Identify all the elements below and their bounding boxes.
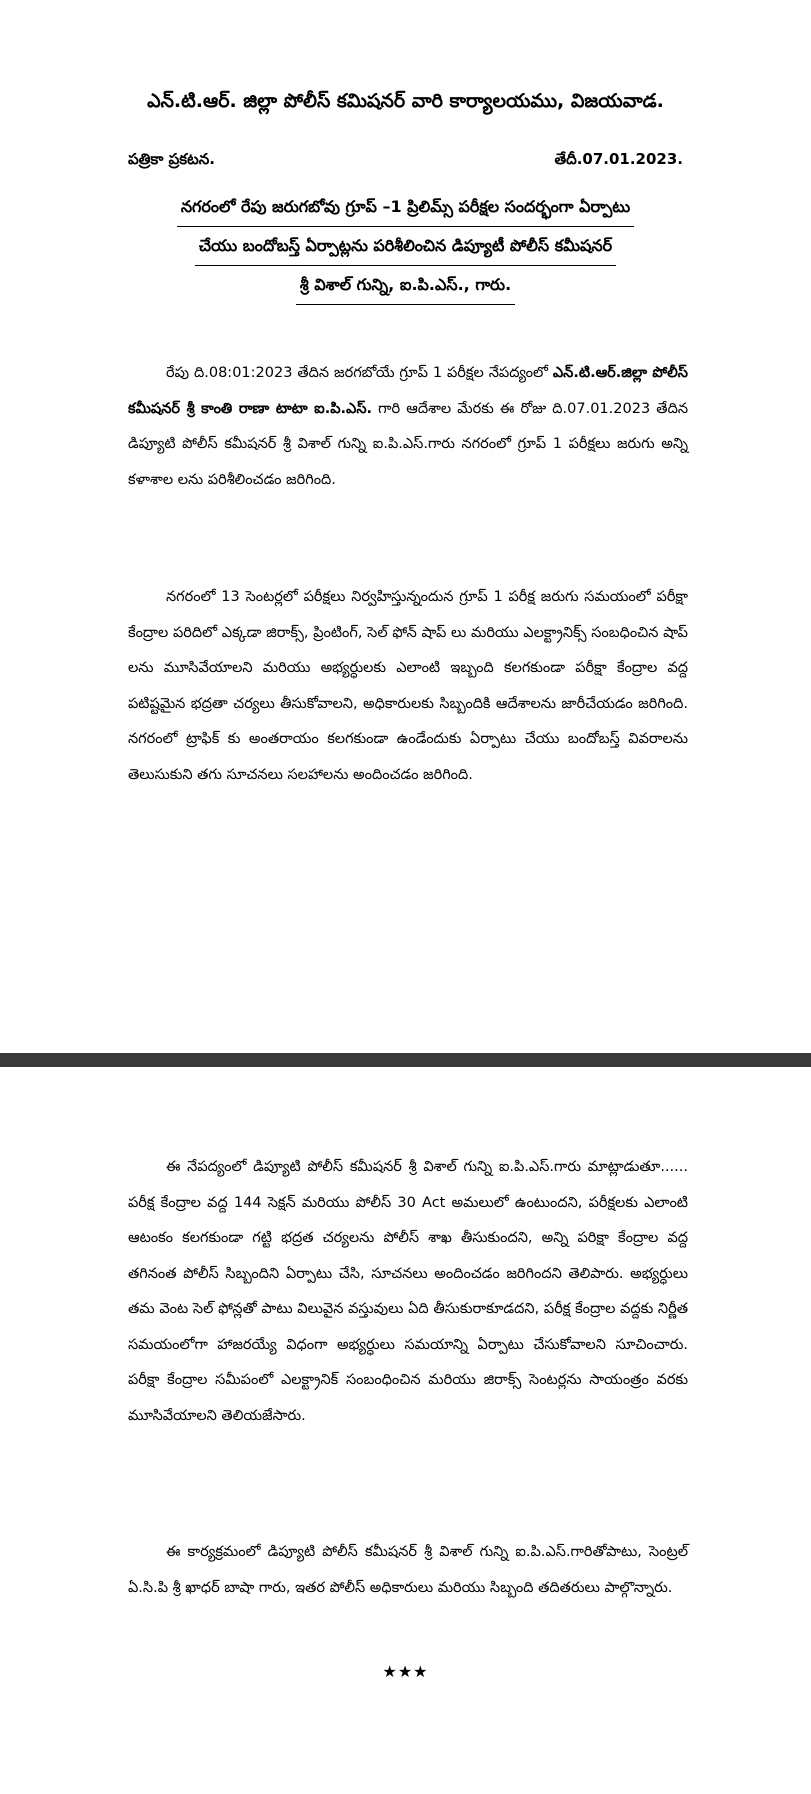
release-date: తేదీ.07.01.2023. bbox=[554, 150, 683, 168]
end-stars: ★★★ bbox=[382, 1662, 429, 1681]
paragraph-4: ఈ కార్యక్రమంలో డిప్యూటి పోలీస్ కమీషనర్ శ్రీ విశాల్ గున్ని ఐ.పి.ఎస్.గారితోపాటు, సెంట్రల్ ఏ.సి.పి శ్రీ ఖాధర్ బాషా గారు, ఇతర పోలీస్ అధికారులు మరియు సిబ్బంది తదితరులు పాల్గొన్నారు. bbox=[128, 1544, 688, 1596]
paragraph-1-end: గారి ఆదేశాల మేరకు ఈ రోజు ది.07.01.2023 తేదిన డిప్యూటి పోలీస్ కమీషనర్ శ్రీ విశాల్ గున్ని ఐ.పి.ఎస్.గారు నగరంలో గ్రూప్ 1 పరీక్షలు జరుగు అన్ని కళాశాల లను పరిశీలించడం జరిగింది. bbox=[128, 400, 688, 488]
subject-line-3: శ్రీ విశాల్ గున్ని, ఐ.పి.ఎస్., గారు. bbox=[296, 274, 515, 305]
paragraph-1 bbox=[128, 356, 688, 498]
commissioner-name: ఎన్.టి.ఆర్.జిల్లా పోలీస్ కమీషనర్ శ్రీ కాంతి రాణా టాటా ఐ.పి.ఎస్. bbox=[128, 365, 688, 417]
subject-block bbox=[0, 196, 811, 313]
press-release-label: పత్రికా ప్రకటన. bbox=[128, 150, 215, 168]
page-separator bbox=[0, 1053, 811, 1067]
subject-line-1: నగరంలో రేపు జరుగబోవు గ్రూప్ –1 ప్రిలిమ్స్ పరీక్షల సందర్భంగా ఏర్పాటు bbox=[177, 196, 634, 227]
office-heading: ఎన్.టి.ఆర్. జిల్లా పోలీస్ కమిషనర్ వారి కార్యాలయము, విజయవాడ. bbox=[147, 90, 664, 112]
paragraph-3: ఈ నేపద్యంలో డిప్యూటి పోలీస్ కమీషనర్ శ్రీ విశాల్ గున్ని ఐ.పి.ఎస్.గారు మాట్లాడుతూ...... పరీక్ష కేంద్రాల వద్ద 144 సెక్షన్ మరియు పోలీస్ 30 Act అమలులో ఉంటుందని, పరీక్షలకు ఎలాంటి ఆటంకం కలగకుండా గట్టి భద్రత చర్యలను పోలీస్ శాఖ తీసుకుందని, అన్ని పరిక్షా కేంద్రాల వద్ద తగినంత పోలీస్ సిబ్బందిని ఏర్పాటు చేసి, సూచనలు అందించడం జరిగిందని తెలిపారు. అభ్యర్ధులు తమ వెంట సెల్ ఫోన్లతో పాటు విలువైన వస్తువులు ఏది తీసుకురాకూడదని, పరీక్ష కేంద్రాల వద్దకు నిర్ణీత సమయంలోగా హాజరయ్యే విధంగా అభ్యర్ధులు సమయాన్ని ఏర్పాటు చేసుకోవాలని సూచించారు. పరీక్షా కేంద్రాల సమీపంలో ఎలక్ట్రానిక్ సంబంధించిన మరియు జిరాక్స్ సెంటర్లను సాయంత్రం వరకు మూసివేయాలని తెలియజేసారు. bbox=[128, 1159, 688, 1424]
subject-line-2: చేయు బందోబస్త్ ఏర్పాట్లను పరిశీలించిన డిప్యూటీ పోలీస్ కమీషనర్ bbox=[195, 235, 616, 266]
paragraph-2: నగరంలో 13 సెంటర్లలో పరీక్షలు నిర్వహిస్తున్నందున గ్రూప్ 1 పరీక్ష జరుగు సమయంలో పరీక్షా కేంద్రాల పరిదిలో ఎక్కడా జిరాక్స్, ప్రింటింగ్, సెల్ ఫోన్ షాప్ లు మరియు ఎలక్ట్రానిక్స్ సంబధించిన షాప్ లను మూసివేయాలని మరియు అభ్యర్ధులకు ఎలాంటి ఇబ్బంది కలగకుండా పరీక్షా కేంద్రాల వద్ద పటిష్టమైన భద్రతా చర్యలు తీసుకోవాలని, అధికారులకు సిబ్బందికి ఆదేశాలను జారీచేయడం జరిగింది. నగరంలో ట్రాఫిక్ కు అంతరాయం కలగకుండా ఉండేందుకు ఏర్పాటు చేయు బందోబస్త్ వివరాలను తెలుసుకుని తగు సూచనలు సలహాలను అందించడం జరిగింది. bbox=[128, 589, 688, 783]
paragraph-1-start: రేపు ది.08:01:2023 తేదిన జరగబోయే గ్రూప్ 1 పరీక్షల నేపద్యంలో bbox=[166, 365, 553, 381]
